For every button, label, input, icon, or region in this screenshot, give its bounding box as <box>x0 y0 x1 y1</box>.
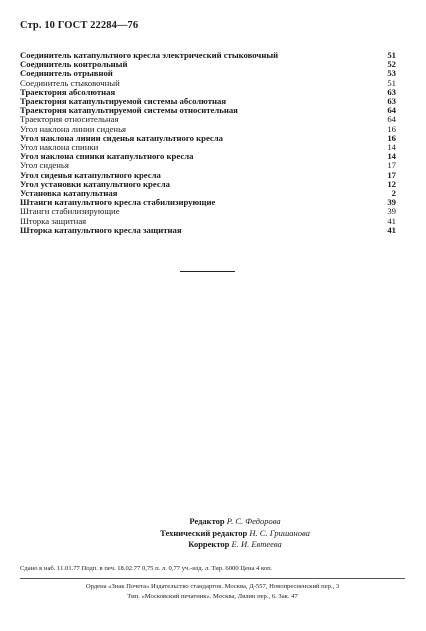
credits <box>120 516 350 551</box>
index-page-number: 14 <box>387 142 396 153</box>
index-entry <box>20 217 396 226</box>
imprint <box>20 564 405 602</box>
index-term: Траектория катапультируемой системы относительная <box>20 106 238 116</box>
credit-name: Е. И. Евтеева <box>231 539 282 549</box>
index-term: Угол наклона линии сиденья <box>20 124 127 134</box>
index-term: Соединитель контрольный <box>20 60 128 70</box>
imprint-line-3: Тип. «Московский печатник». Москва, Лялин пер., 6. Зак. 47 <box>127 593 298 600</box>
index-entry <box>20 60 396 69</box>
index-page-number: 52 <box>387 59 396 70</box>
index-term: Шторка катапультного кресла защитная <box>20 225 182 235</box>
imprint-line-1: Сдано в наб. 11.01.77 Подп. в печ. 18.02.77 0,75 п. л. 0,77 уч.-изд. л. Тир. 6000 Цена 4 коп. <box>20 565 273 572</box>
index-entry <box>20 51 396 60</box>
credit-role: Технический редактор <box>160 527 248 538</box>
index-page-number: 64 <box>387 105 396 116</box>
index-term: Соединитель катапультного кресла электрический стыковочный <box>20 51 279 60</box>
credit-name: Р. С. Федорова <box>226 516 281 526</box>
index-term: Угол сиденья <box>20 161 69 171</box>
index-page-number: 41 <box>387 215 396 226</box>
credit-name: Н. С. Гришанова <box>249 527 310 538</box>
imprint-line-2: Ордена «Знак Почета» Издательство стандартов. Москва, Д-557, Новопресненский пер., 3 <box>85 583 340 590</box>
index-entry <box>20 152 396 161</box>
index-entry <box>20 115 396 124</box>
index-term: Соединитель стыковочный <box>20 78 120 88</box>
index-term: Угол сиденья катапультного кресла <box>20 170 161 180</box>
index-term: Угол наклона линии сиденья катапультного кресла <box>20 133 224 143</box>
index-entry <box>20 171 396 180</box>
index-page-number: 51 <box>387 50 396 60</box>
index-page-number: 2 <box>391 188 396 199</box>
index-page-number: 51 <box>387 77 396 88</box>
index-term: Угол наклона спинки <box>20 143 99 153</box>
index-entry <box>20 226 396 235</box>
index-term: Траектория относительная <box>20 115 119 125</box>
index-entry <box>20 189 396 198</box>
credit-role: Редактор <box>189 516 225 526</box>
index-page-number: 16 <box>387 123 396 134</box>
index-page-number: 14 <box>387 151 396 162</box>
index-entry <box>20 198 396 207</box>
index-page-number: 39 <box>387 197 396 208</box>
index-entry <box>20 143 396 152</box>
index-term: Шторка защитная <box>20 216 87 226</box>
credit-editor <box>120 516 350 528</box>
index-page-number: 39 <box>387 206 396 217</box>
credit-role: Корректор <box>188 539 230 549</box>
index-entry <box>20 79 396 88</box>
index-term: Штанги катапультного кресла стабилизирующие <box>20 198 216 208</box>
index-term: Траектория катапультируемой системы абсолютная <box>20 97 227 107</box>
term-index <box>20 51 396 235</box>
page-header: Стр. 10 ГОСТ 22284—76 <box>20 20 139 31</box>
divider <box>180 271 235 272</box>
index-term: Траектория абсолютная <box>20 87 116 97</box>
index-page-number: 64 <box>387 114 396 125</box>
index-page-number: 53 <box>387 68 396 79</box>
index-term: Угол установки катапультного кресла <box>20 179 170 189</box>
credit-tech-editor <box>120 528 350 540</box>
index-entry <box>20 180 396 189</box>
index-entry <box>20 106 396 115</box>
index-page-number: 41 <box>387 224 396 235</box>
index-entry <box>20 88 396 97</box>
index-page-number: 17 <box>387 169 396 180</box>
index-term: Штанги стабилизирующие <box>20 207 120 217</box>
index-entry <box>20 125 396 134</box>
index-entry <box>20 134 396 143</box>
index-entry <box>20 161 396 170</box>
index-entry <box>20 207 396 216</box>
credit-corrector <box>120 539 350 551</box>
index-entry <box>20 97 396 106</box>
index-term: Угол наклона спинки катапультного кресла <box>20 152 194 162</box>
index-entry <box>20 69 396 78</box>
index-page-number: 12 <box>387 178 396 189</box>
index-page-number: 63 <box>387 96 396 107</box>
index-page-number: 16 <box>387 132 396 143</box>
index-page-number: 63 <box>387 86 396 97</box>
index-term: Соединитель отрывной <box>20 69 113 79</box>
imprint-separator <box>20 578 405 579</box>
index-term: Установка катапультная <box>20 189 118 199</box>
index-page-number: 17 <box>387 160 396 171</box>
